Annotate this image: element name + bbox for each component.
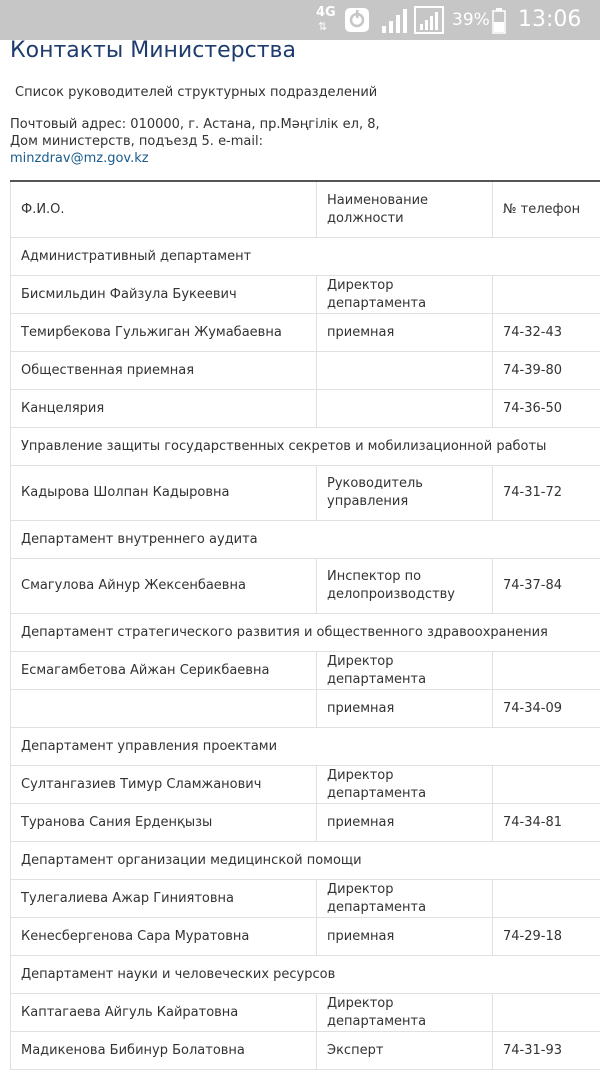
- department-name: Департамент науки и человеческих ресурсов: [11, 956, 600, 994]
- clock: 13:06: [518, 0, 581, 40]
- table-row: [11, 652, 600, 690]
- email-link[interactable]: minzdrav@mz.gov.kz: [10, 150, 510, 167]
- department-row: [11, 728, 600, 766]
- person-position: Директор департамента: [317, 994, 493, 1032]
- person-position: Руководитель управления: [317, 466, 493, 521]
- department-row: [11, 956, 600, 994]
- person-position: Директор департамента: [317, 652, 493, 690]
- person-name: Кенесбергенова Сара Муратовна: [11, 918, 317, 956]
- person-name: Бисмильдин Файзула Букеевич: [11, 276, 317, 314]
- person-phone: 74-32-43: [493, 314, 600, 352]
- status-bar: [0, 0, 600, 40]
- signal-icon: [380, 6, 410, 34]
- person-position: [317, 390, 493, 428]
- table-row: [11, 1032, 600, 1070]
- person-position: Инспектор по делопроизводству: [317, 559, 493, 614]
- address-line-1: Почтовый адрес: 010000, г. Астана, пр.Мәңгілік ел, 8,: [10, 116, 510, 133]
- person-position: Директор департамента: [317, 880, 493, 918]
- department-name: Департамент внутреннего аудита: [11, 521, 600, 559]
- header-name: Ф.И.О.: [11, 181, 317, 238]
- person-name: Канцелярия: [11, 390, 317, 428]
- table-row: [11, 804, 600, 842]
- person-phone: [493, 276, 600, 314]
- person-phone: 74-39-80: [493, 352, 600, 390]
- department-name: Управление защиты государственных секретов и мобилизационной работы: [11, 428, 600, 466]
- table-header-row: [11, 181, 600, 238]
- person-name: Туранова Сания Ерденқызы: [11, 804, 317, 842]
- person-name: Смагулова Айнур Жексенбаевна: [11, 559, 317, 614]
- person-position: Директор департамента: [317, 766, 493, 804]
- department-name: Административный департамент: [11, 238, 600, 276]
- table-row: [11, 690, 600, 728]
- person-phone: 74-31-93: [493, 1032, 600, 1070]
- person-phone: [493, 652, 600, 690]
- battery-percent: 39%: [452, 0, 490, 40]
- person-phone: 74-29-18: [493, 918, 600, 956]
- person-phone: 74-34-81: [493, 804, 600, 842]
- department-row: [11, 842, 600, 880]
- person-position: приемная: [317, 690, 493, 728]
- department-row: [11, 428, 600, 466]
- department-row: [11, 238, 600, 276]
- person-name: [11, 690, 317, 728]
- person-phone: [493, 880, 600, 918]
- contacts-table: [10, 180, 600, 1070]
- department-name: Департамент организации медицинской помощи: [11, 842, 600, 880]
- person-phone: [493, 766, 600, 804]
- table-row: [11, 390, 600, 428]
- page-title: Контакты Министерства: [10, 38, 296, 63]
- table-row: [11, 766, 600, 804]
- table-row: [11, 276, 600, 314]
- person-position: приемная: [317, 314, 493, 352]
- person-phone: 74-34-09: [493, 690, 600, 728]
- person-phone: 74-37-84: [493, 559, 600, 614]
- person-name: Мадикенова Бибинур Болатовна: [11, 1032, 317, 1070]
- page-subtitle: Список руководителей структурных подразделений: [15, 85, 377, 100]
- person-name: Каптагаева Айгуль Кайратовна: [11, 994, 317, 1032]
- person-phone: [493, 994, 600, 1032]
- table-row: [11, 559, 600, 614]
- person-name: Есмагамбетова Айжан Серикбаевна: [11, 652, 317, 690]
- person-position: [317, 352, 493, 390]
- person-position: Эксперт: [317, 1032, 493, 1070]
- person-phone: 74-36-50: [493, 390, 600, 428]
- table-row: [11, 994, 600, 1032]
- person-phone: 74-31-72: [493, 466, 600, 521]
- person-position: приемная: [317, 918, 493, 956]
- table-row: [11, 466, 600, 521]
- battery-icon: [492, 8, 506, 34]
- person-name: Темирбекова Гульжиган Жумабаевна: [11, 314, 317, 352]
- department-name: Департамент стратегического развития и общественного здравоохранения: [11, 614, 600, 652]
- signal-sim2-icon: [414, 6, 444, 34]
- address-line-2: Дом министерств, подъезд 5. e-mail:: [10, 133, 510, 150]
- table-row: [11, 918, 600, 956]
- table-row: [11, 314, 600, 352]
- person-name: Кадырова Шолпан Кадыровна: [11, 466, 317, 521]
- person-name: Общественная приемная: [11, 352, 317, 390]
- table-row: [11, 352, 600, 390]
- sync-icon: [344, 7, 370, 33]
- data-transfer-icon: ⇅: [318, 14, 327, 54]
- person-name: Султангазиев Тимур Сламжанович: [11, 766, 317, 804]
- table-row: [11, 880, 600, 918]
- department-row: [11, 614, 600, 652]
- department-row: [11, 521, 600, 559]
- header-phone: № телефон: [493, 181, 600, 238]
- person-position: приемная: [317, 804, 493, 842]
- person-position: Директор департамента: [317, 276, 493, 314]
- network-type-label: 4G: [316, 0, 336, 40]
- postal-address: [10, 116, 510, 167]
- department-name: Департамент управления проектами: [11, 728, 600, 766]
- header-position: Наименование должности: [317, 181, 493, 238]
- person-name: Тулегалиева Ажар Гиниятовна: [11, 880, 317, 918]
